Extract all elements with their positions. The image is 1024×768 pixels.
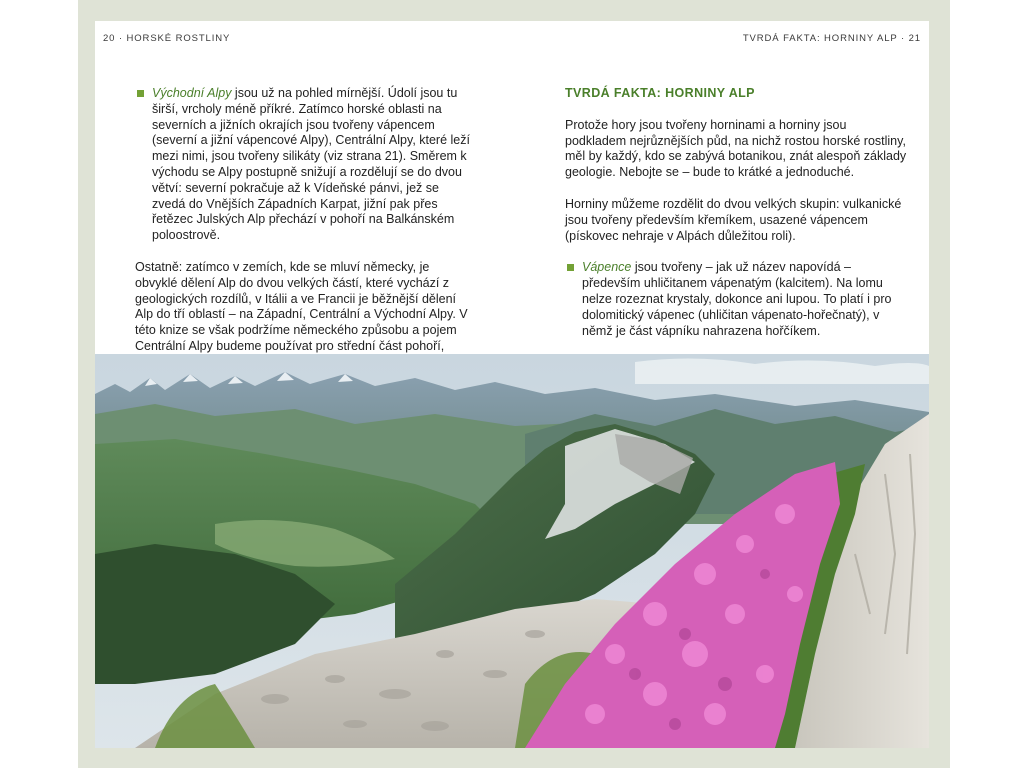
term-limestone: Vápence [582, 260, 632, 275]
rock-groups-paragraph: Horniny můžeme rozdělit do dvou velkých skupin: vulkanické jsou tvořeny především křemíkem, usazené vápencem (pískovec nehraje v Alpách důležitou roli). [565, 196, 902, 243]
geology-intro-paragraph: Protože hory jsou tvořeny horninami a horniny jsou podkladem nejrůznějších půd, na nichž rostou horské rostliny, měl by každý, kdo se zabývá botanikou, znát alespoň základy geologie. Nebojte se – bude to krátké a jednoduché. [565, 117, 907, 180]
alps-division-paragraph: Ostatně: zatímco v zemích, kde se mluví německy, je obvyklé dělení Alp do dvou velkých částí, které vychází z geologických rozdílů, v Itálii a ve Francii je běžnější dělení Alp do tří oblastí – na Západní, Centrální a Východní Alpy. V této knize se však podržíme německého způsobu a pojem Centrální Alpy budeme používat pro střední část pohoří, [135, 259, 468, 353]
limestone-text: jsou tvořeny – jak už název napovídá – především uhličitanem vápenatým (kalcitem). Na lomu nelze rozeznat krystaly, dokonce ani lupou. To platí i pro dolomitický vápenec (uhličitan vápenato-hořečnatý), v němž je část vápníku nahrazena hořčíkem. [582, 260, 892, 338]
square-bullet-icon [137, 90, 144, 97]
term-eastern-alps: Východní Alpy [152, 86, 232, 100]
square-bullet-icon [567, 264, 574, 271]
right-page-header: TVRDÁ FAKTA: HORNINY ALP · 21 [742, 33, 921, 44]
bullet-limestone [565, 260, 910, 339]
section-heading: TVRDÁ FAKTA: HORNINY ALP [565, 86, 755, 100]
eastern-alps-text: jsou už na pohled mírnější. Údolí jsou tu širší, vrcholy méně příkré. Zatímco horské oblasti na severních a jižních okrajích jsou tvořeny vápencem (severní a jižní vápencové Alpy), Centrální Alpy, které leží mezi nimi, jsou tvořeny silikáty (viz strana 21). Směrem k východu se Alpy postupně snižují a rozdělují se do dvou větví: severní pokračuje až k Vídeňské pánvi, jež se zvedá do Vnějších Západních Karpat, jižní pak přes řetězec Julských Alp přechází v pohoří na Balkánském poloostrově. [152, 86, 470, 243]
alpine-landscape-photo [95, 354, 929, 748]
left-page-header: 20 · HORSKÉ ROSTLINY [103, 33, 231, 44]
left-text-column [135, 86, 470, 371]
right-text-column [565, 86, 910, 339]
bullet-eastern-alps [135, 86, 470, 244]
book-spread [95, 21, 929, 748]
